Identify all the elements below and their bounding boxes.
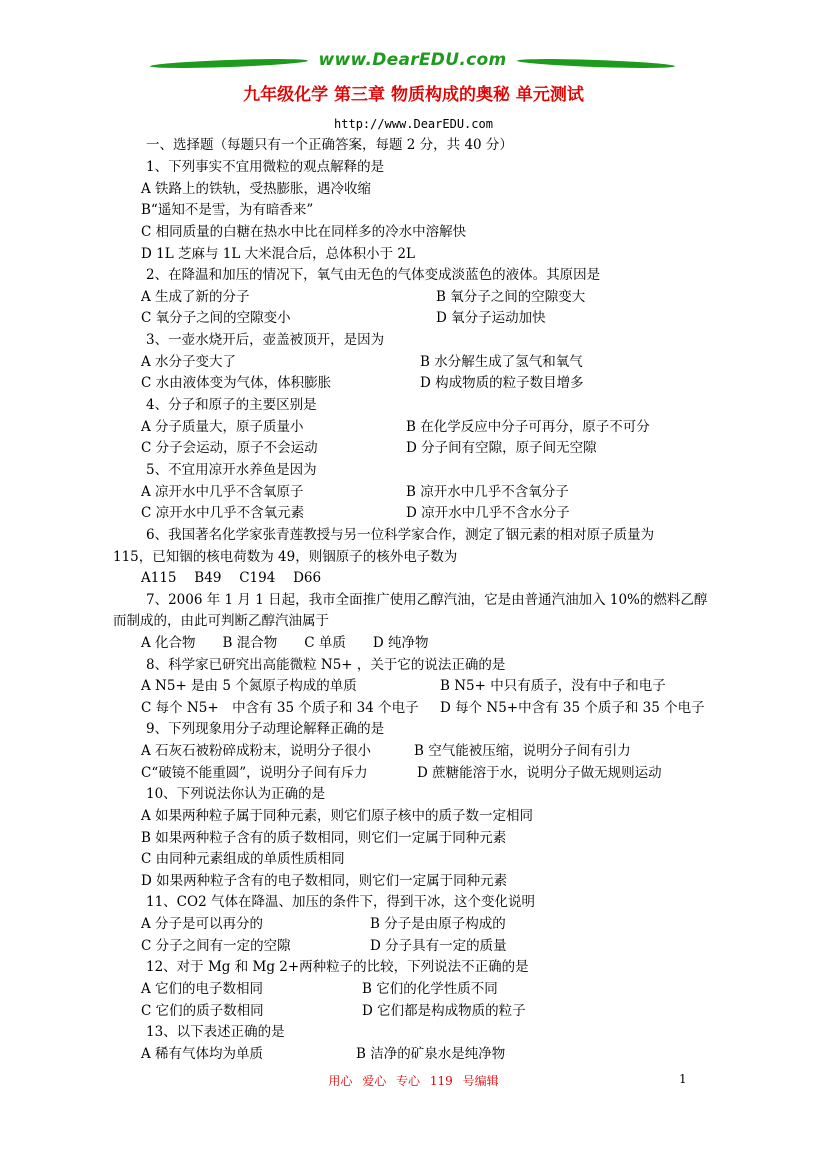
question-stem: 3、一壶水烧开后，壶盖被顶开，是因为 [146, 332, 385, 348]
page-number: 1 [679, 1072, 687, 1086]
answer-option: B 如果两种粒子含有的质子数相同，则它们一定属于同种元素 [141, 830, 507, 846]
answer-option: D 构成物质的粒子数目增多 [420, 375, 584, 391]
document-title: 九年级化学 第三章 物质构成的奥秘 单元测试 [243, 85, 584, 105]
answer-option: C 凉开水中几乎不含氧元素 [141, 505, 305, 521]
left-leaf-decoration [150, 57, 308, 70]
answer-option: A 凉开水中几乎不含氧原子 [141, 484, 304, 500]
answer-option: C 水由液体变为气体，体积膨胀 [141, 375, 332, 391]
question-stem: 6、我国著名化学家张青莲教授与另一位科学家合作，测定了铟元素的相对原子质量为 [146, 527, 655, 543]
answer-option: A 水分子变大了 [141, 354, 237, 370]
question-stem-continued: 而制成的，由此可判断乙醇汽油属于 [113, 613, 329, 629]
question-stem: 5、不宜用凉开水养鱼是因为 [146, 462, 317, 478]
answer-option: C 分子会运动，原子不会运动 [141, 440, 318, 456]
answer-option: A 如果两种粒子属于同种元素，则它们原子核中的质子数一定相同 [141, 808, 534, 824]
answer-option: B 水分解生成了氢气和氧气 [420, 354, 583, 370]
answer-option: A 稀有气体均为单质 [141, 1046, 264, 1062]
answer-option: D 如果两种粒子含有的电子数相同，则它们一定属于同种元素 [141, 873, 508, 889]
answer-option: C 它们的质子数相同 [141, 1003, 264, 1019]
answer-option: A 分子是可以再分的 [141, 916, 264, 932]
answer-option: D 每个 N5+中含有 35 个质子和 35 个电子 [440, 700, 705, 716]
question-stem: 10、下列说法你认为正确的是 [146, 786, 326, 802]
answer-option: C 氧分子之间的空隙变小 [141, 310, 291, 326]
answer-option: C 分子之间有一定的空隙 [141, 938, 291, 954]
answer-option: B 氧分子之间的空隙变大 [436, 289, 586, 305]
answer-option: C 相同质量的白糖在热水中比在同样多的冷水中溶解快 [141, 224, 467, 240]
footer-text: 用心 爱心 专心 119 号编辑 [328, 1074, 499, 1088]
answer-option: D 它们都是构成物质的粒子 [362, 1003, 526, 1019]
answer-option: B 凉开水中几乎不含氧分子 [406, 484, 569, 500]
answer-options: A 化合物 B 混合物 C 单质 D 纯净物 [141, 635, 429, 651]
answer-option: D 分子间有空隙，原子间无空隙 [406, 440, 597, 456]
answer-option: B 分子是由原子构成的 [370, 916, 506, 932]
answer-option: B“遥知不是雪，为有暗香来” [141, 202, 314, 218]
answer-option: A 铁路上的铁轨，受热膨胀，遇冷收缩 [141, 181, 372, 197]
question-stem: 8、科学家已研究出高能微粒 N5+ ，关于它的说法正确的是 [146, 657, 506, 673]
question-stem: 7、2006 年 1 月 1 日起，我市全面推广使用乙醇汽油，它是由普通汽油加入 10%的燃料乙醇 [146, 592, 708, 608]
answer-option: A 生成了新的分子 [141, 289, 250, 305]
answer-option: A 它们的电子数相同 [141, 981, 264, 997]
answer-option: A 石灰石被粉碎成粉末，说明分子很小 [141, 743, 372, 759]
answer-option: D 分子具有一定的质量 [370, 938, 507, 954]
site-url: http://www.DearEDU.com [334, 117, 493, 131]
answer-option: D 凉开水中几乎不含水分子 [406, 505, 570, 521]
section-heading: 一、选择题（每题只有一个正确答案，每题 2 分，共 40 分） [146, 137, 513, 153]
question-stem: 11、CO2 气体在降温、加压的条件下，得到干冰，这个变化说明 [146, 894, 535, 910]
answer-option: D 1L 芝麻与 1L 大米混合后，总体积小于 2L [141, 246, 415, 262]
answer-option: C 由同种元素组成的单质性质相同 [141, 851, 345, 867]
answer-option: A N5+ 是由 5 个氮原子构成的单质 [141, 678, 357, 694]
answer-option: D 蔗糖能溶于水，说明分子做无规则运动 [417, 765, 662, 781]
question-stem: 12、对于 Mg 和 Mg 2+两种粒子的比较，下列说法不正确的是 [146, 959, 529, 975]
question-stem: 9、下列现象用分子动理论解释正确的是 [146, 721, 385, 737]
header-banner [150, 52, 675, 78]
answer-option: C“破镜不能重圆”，说明分子间有斥力 [141, 765, 368, 781]
answer-option: B 它们的化学性质不同 [362, 981, 498, 997]
question-stem: 4、分子和原子的主要区别是 [146, 397, 317, 413]
question-stem: 13、以下表述正确的是 [146, 1024, 285, 1040]
answer-options: A115 B49 C194 D66 [141, 570, 322, 586]
answer-option: B 洁净的矿泉水是纯净物 [356, 1046, 506, 1062]
answer-option: B 在化学反应中分子可再分，原子不可分 [406, 419, 650, 435]
answer-option: B N5+ 中只有质子，没有中子和电子 [440, 678, 666, 694]
question-stem: 2、在降温和加压的情况下，氧气由无色的气体变成淡蓝色的液体。其原因是 [146, 267, 601, 283]
question-stem: 1、下列事实不宜用微粒的观点解释的是 [146, 159, 385, 175]
answer-option: A 分子质量大，原子质量小 [141, 419, 304, 435]
site-logo: www.DearEDU.com [318, 50, 507, 70]
right-leaf-decoration [517, 57, 675, 70]
answer-option: B 空气能被压缩，说明分子间有引力 [414, 743, 631, 759]
answer-option: D 氧分子运动加快 [436, 310, 546, 326]
answer-option: C 每个 N5+ 中含有 35 个质子和 34 个电子 [141, 700, 419, 716]
question-stem-continued: 115，已知铟的核电荷数为 49，则铟原子的核外电子数为 [113, 549, 458, 565]
